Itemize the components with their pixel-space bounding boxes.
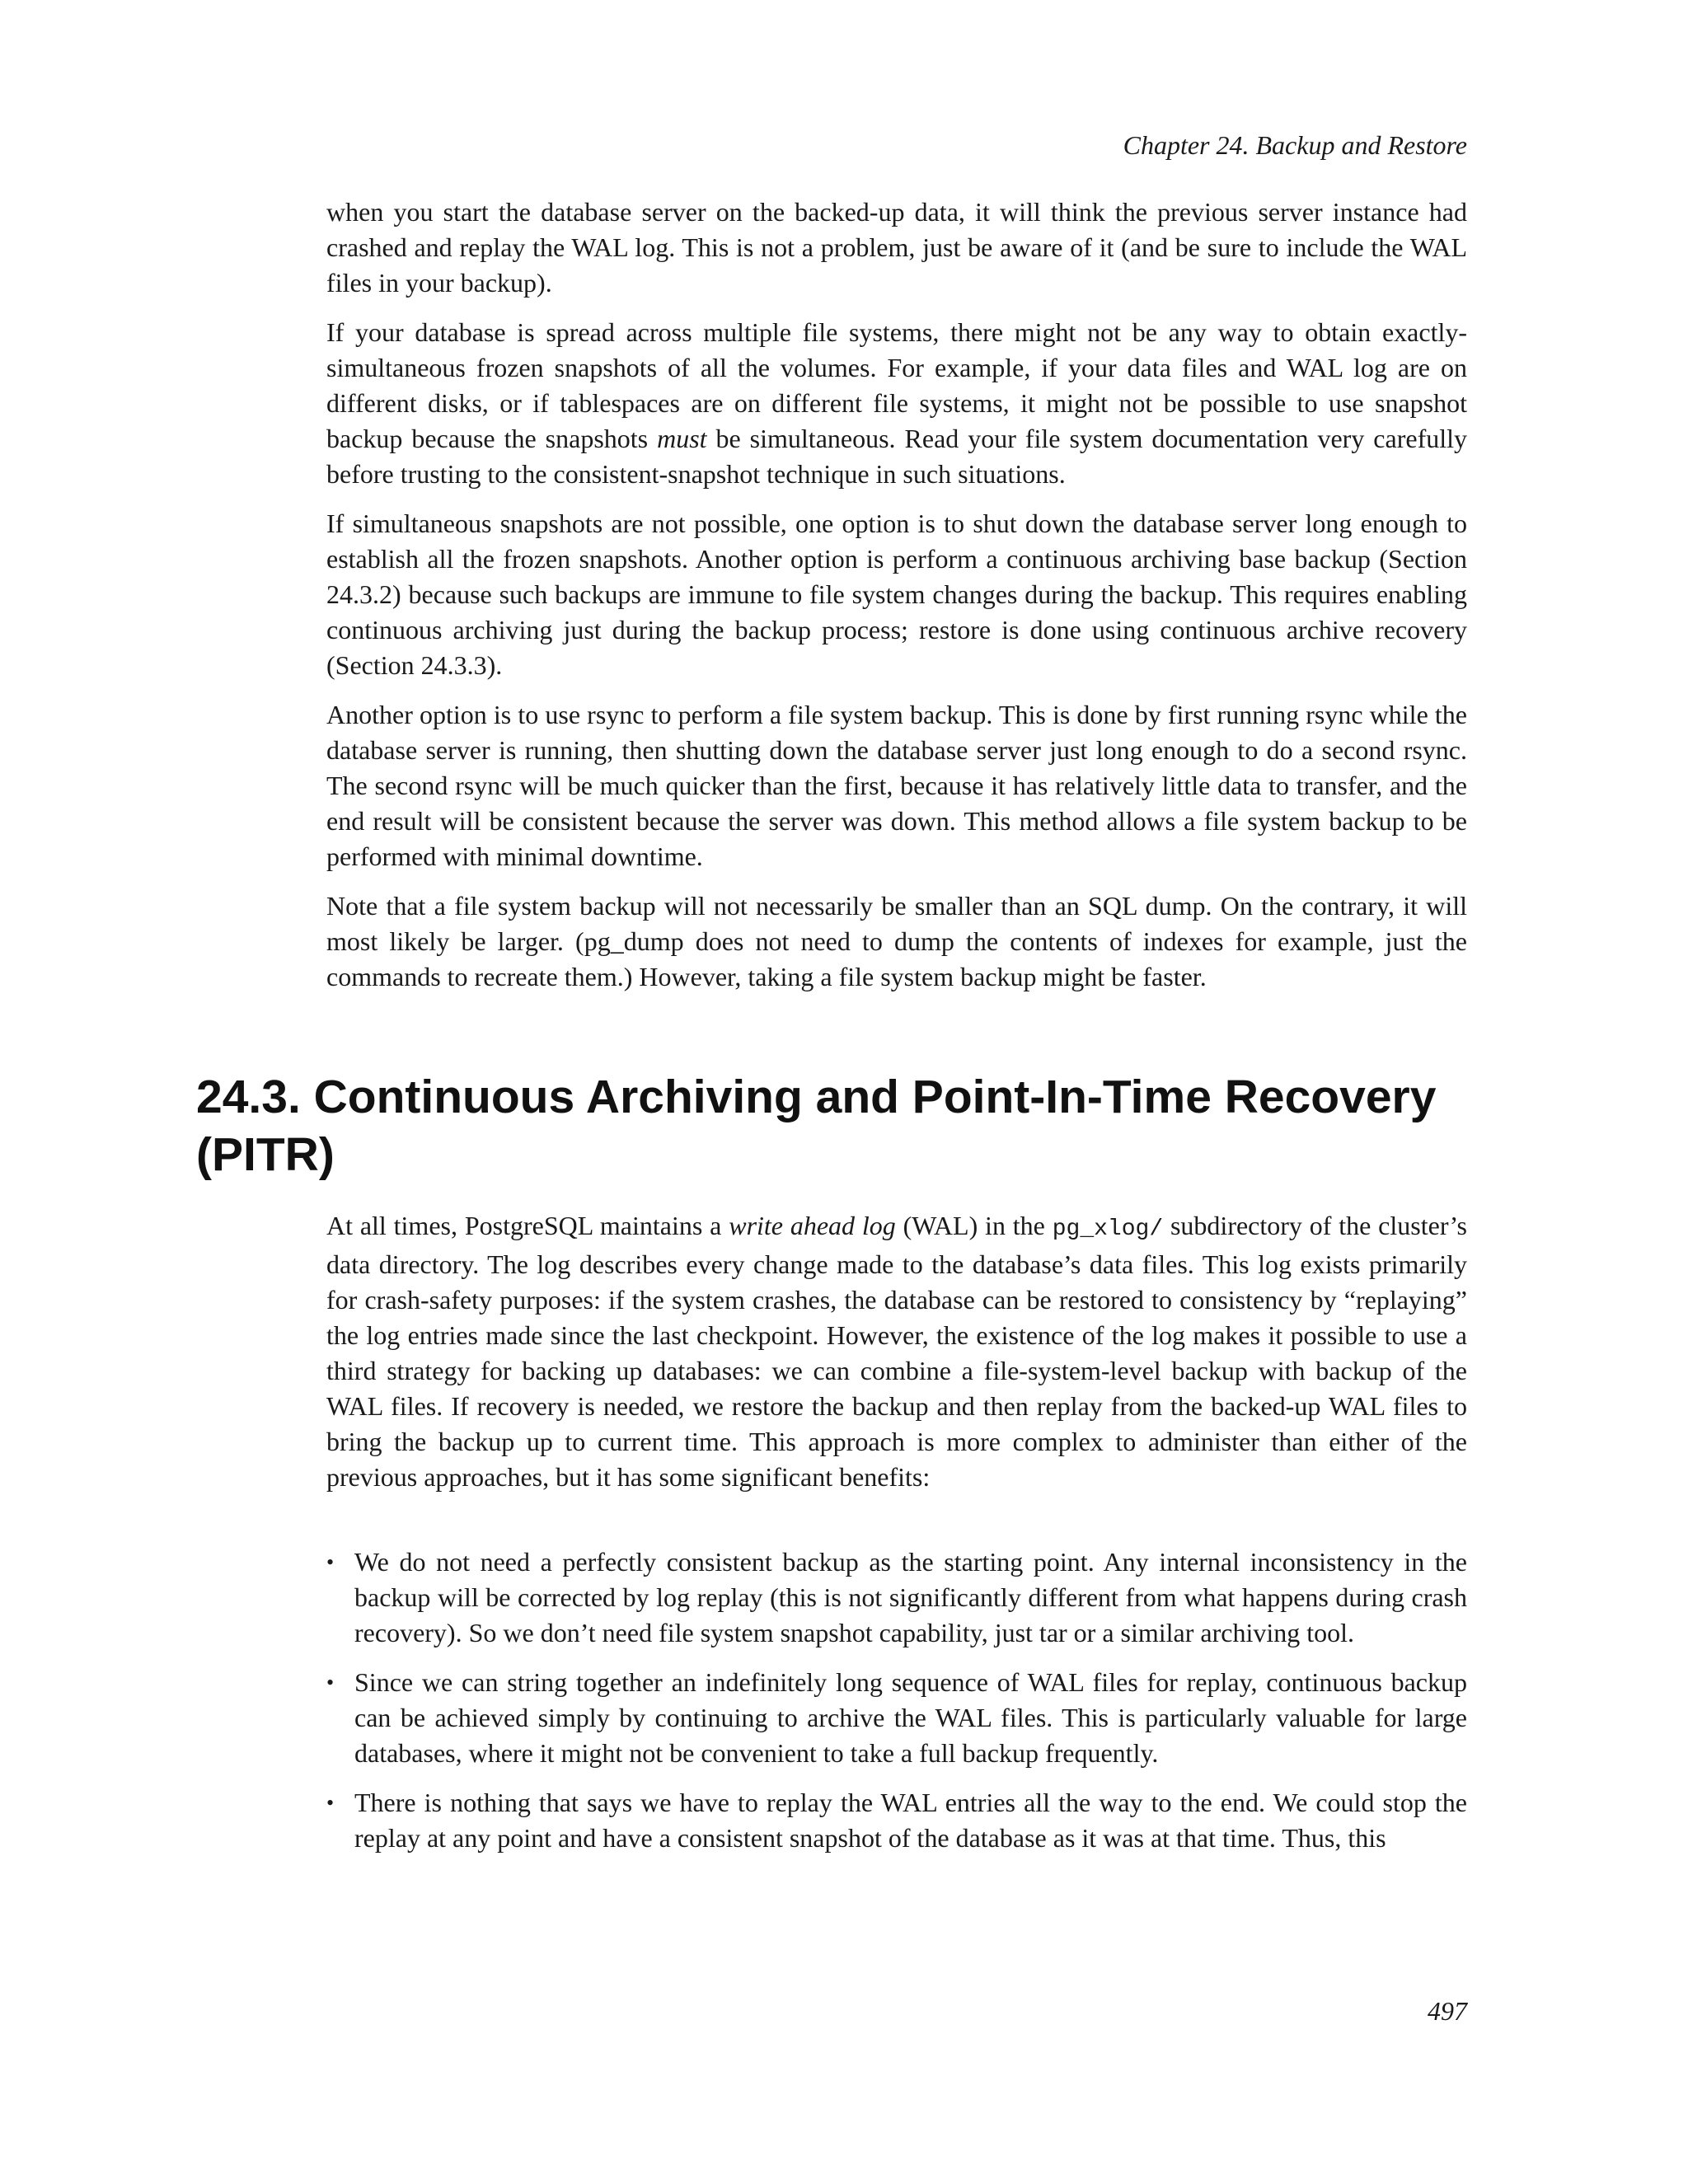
- text-run: (WAL) in the: [895, 1211, 1053, 1240]
- list-item-text: There is nothing that says we have to replay the WAL entries all the way to the end. We could stop the replay at any point and have a consistent snapshot of the database as it was at that time. Thus, this: [354, 1788, 1467, 1853]
- text-run: be simultaneous. Read your file system documentation very carefully before trusting to the consistent-snapshot technique in such situations.: [326, 424, 1468, 489]
- emphasis-write-ahead-log: write ahead log: [729, 1211, 896, 1240]
- list-item-text: We do not need a perfectly consistent backup as the starting point. Any internal inconsistency in the backup will be corrected by log replay (this is not significantly different from what happens during crash recovery). So we don’t need file system snapshot capability, just tar or a similar archiving tool.: [354, 1547, 1467, 1647]
- code-pg-xlog: pg_xlog/: [1052, 1216, 1164, 1242]
- benefits-list: [326, 1544, 1467, 1856]
- bullet-icon: •: [326, 1550, 335, 1574]
- paragraph-wal-intro: [326, 1208, 1467, 1495]
- continued-text-block: [326, 194, 1467, 1009]
- page-number: 497: [1428, 1996, 1467, 2026]
- text-run: At all times, PostgreSQL maintains a: [326, 1211, 729, 1240]
- paragraph-simultaneous-snapshots: If simultaneous snapshots are not possible, one option is to shut down the database server long enough to establish all the frozen snapshots. Another option is perform a continuous archiving base backup (Section 24.3.2) because such backups are immune to file system changes during the backup. This requires enabling continuous archiving just during the backup process; restore is done using continuous archive recovery (Section 24.3.3).: [326, 509, 1467, 680]
- paragraph-wal-replay: when you start the database server on the backed-up data, it will think the previous server instance had crashed and replay the WAL log. This is not a problem, just be aware of it (and be sure to include the WAL files in your backup).: [326, 197, 1467, 298]
- list-item: [326, 1665, 1467, 1771]
- section-heading-line2: (PITR): [196, 1128, 335, 1181]
- text-run: subdirectory of the cluster’s data directory. The log describes every change made to the database’s data files. This log exists primarily for crash-safety purposes: if the system crashes, the database can be restored to consistency by “replaying” the log entries made since the last checkpoint. However, the existence of the log makes it possible to use a third strategy for backing up databases: we can combine a file-system-level backup with backup of the WAL files. If recovery is needed, we restore the backup and then replay from the backed-up WAL files to bring the backup up to current time. This approach is more complex to administer than either of the previous approaches, but it has some significant benefits:: [326, 1211, 1468, 1492]
- paragraph-multiple-filesystems: [326, 315, 1467, 492]
- emphasis-must: must: [657, 424, 707, 453]
- section-heading-line1: 24.3. Continuous Archiving and Point-In-Time Recovery: [196, 1071, 1437, 1123]
- list-item: [326, 1544, 1467, 1651]
- bullet-icon: •: [326, 1671, 335, 1694]
- list-item-text: Since we can string together an indefinitely long sequence of WAL files for replay, continuous backup can be achieved simply by continuing to archive the WAL files. This is particularly valuable for large databases, where it might not be convenient to take a full backup frequently.: [354, 1667, 1467, 1768]
- paragraph-rsync: Another option is to use rsync to perform a file system backup. This is done by first running rsync while the database server is running, then shutting down the database server just long enough to do a second rsync. The second rsync will be much quicker than the first, because it has relatively little data to transfer, and the end result will be consistent because the server was down. This method allows a file system backup to be performed with minimal downtime.: [326, 700, 1467, 871]
- text-run: If your database is spread across multiple file systems, there might not be any way to obtain exactly-simultaneous frozen snapshots of all the volumes. For example, if your data files and WAL log are on different disks, or if tablespaces are on different file systems, it might not be possible to use snapshot backup because the snapshots: [326, 317, 1467, 453]
- section-heading: [196, 1068, 1515, 1183]
- running-header: Chapter 24. Backup and Restore: [1123, 130, 1467, 160]
- list-item: [326, 1785, 1467, 1856]
- paragraph-backup-size: Note that a file system backup will not necessarily be smaller than an SQL dump. On the contrary, it will most likely be larger. (pg_dump does not need to dump the contents of indexes for example, just the commands to recreate them.) However, taking a file system backup might be faster.: [326, 891, 1467, 991]
- bullet-icon: •: [326, 1791, 335, 1815]
- section-body: [326, 1208, 1467, 1870]
